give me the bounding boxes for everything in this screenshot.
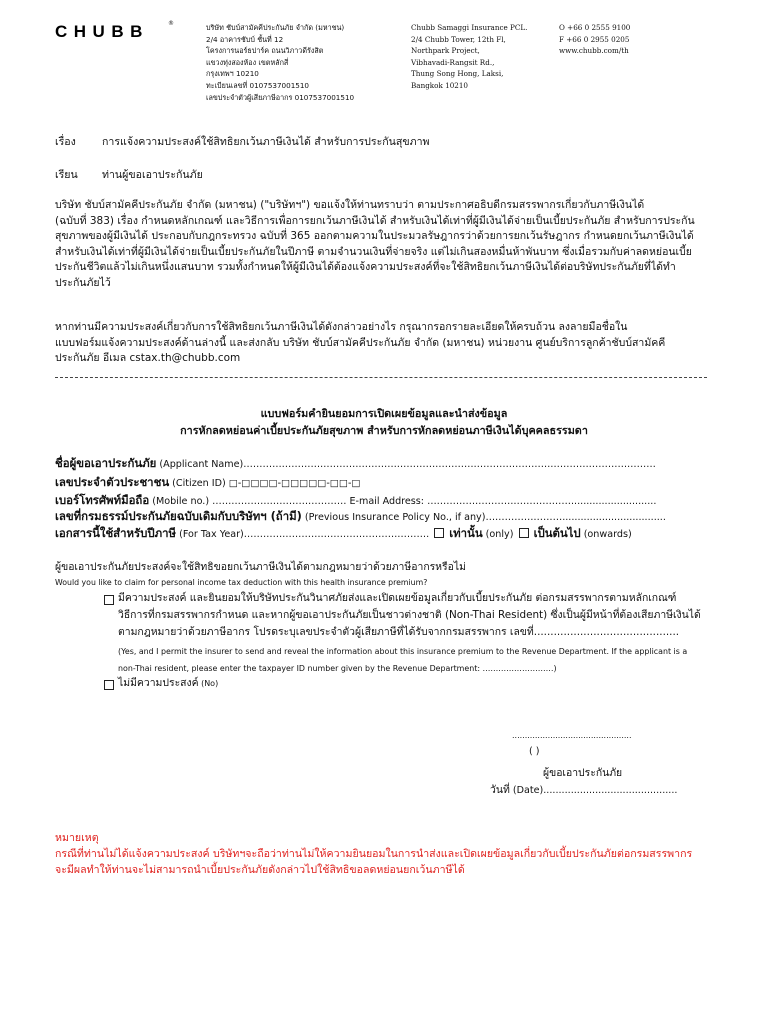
no-checkbox[interactable]	[104, 680, 114, 690]
date-label: วันที่	[490, 784, 510, 796]
fax-number: F +66 0 2955 0205	[559, 34, 630, 44]
citizen-id-label: เลขประจำตัวประชาชน	[55, 475, 170, 489]
only-label: เท่านั้น	[449, 526, 483, 540]
only-checkbox[interactable]	[434, 528, 444, 538]
tax-year-field[interactable]	[55, 525, 632, 543]
remark-line: จะมีผลทำให้ท่านจะไม่สามารถนำเบี้ยประกันภัยดังกล่าวไปใช้สิทธิขอลดหย่อนยกเว้นภาษีได้	[55, 864, 465, 876]
yes-option-line: วิธีการที่กรมสรรพากรกำหนด และหากผู้ขอเอาประกันภัยเป็นชาวต่างชาติ (Non-Thai Resident) ซึ่งเป็นผู้มีหน้าที่ต้องเสียภาษีเงินได้	[118, 609, 701, 621]
deduction-question-english: Would you like to claim for personal income tax deduction with this health insurance premium?	[55, 578, 428, 587]
remark-line: กรณีที่ท่านไม่ได้แจ้งความประสงค์ บริษัทฯจะถือว่าท่านไม่ให้ความยินยอมในการนำส่งและเปิดเผยข้อมูลเกี่ยวกับเบี้ยประกันภัยต่อกรมสรรพากร	[55, 848, 693, 860]
signature-caption: ผู้ขอเอาประกันภัย	[543, 767, 623, 779]
yes-option-line: มีความประสงค์ และยินยอมให้บริษัทประกันวินาศภัยส่งและเปิดเผยข้อมูลเกี่ยวกับเบี้ยประกันภัย ต่อกรมสรรพากรตามหลักเกณฑ์	[118, 592, 677, 604]
subject-text: การแจ้งความประสงค์ใช้สิทธิยกเว้นภาษีเงินได้ สำหรับการประกันสุขภาพ	[102, 136, 430, 148]
applicant-name-label: ชื่อผู้ขอเอาประกันภัย	[55, 456, 157, 470]
paragraph-line: บริษัท ชับบ์สามัคคีประกันภัย จำกัด (มหาชน) ("บริษัทฯ") ขอแจ้งให้ท่านทราบว่า ตามประกาศอธิบดีกรมสรรพากรเกี่ยวกับภาษีเงินได้	[55, 199, 645, 211]
citizen-id-boxes[interactable]: □-□□□□-□□□□□-□□-□	[228, 478, 361, 489]
paragraph-line: ประกันภัย อีเมล cstax.th@chubb.com	[55, 352, 241, 365]
signature-date-field[interactable]	[490, 781, 677, 798]
applicant-name-field[interactable]	[55, 455, 656, 473]
address-line: โครงการนอร์ธปาร์ค ถนนวิภาวดีรังสิต	[206, 46, 324, 56]
address-line: เลขประจำตัวผู้เสียภาษีอากร 0107537001510	[206, 92, 355, 102]
subject-label: เรื่อง	[55, 136, 76, 148]
paragraph-line: (ฉบับที่ 383) เรื่อง กำหนดหลักเกณฑ์ และวิธีการเพื่อการยกเว้นภาษีเงินได้ สำหรับเงินได้เท่าที่ผู้มีเงินได้จ่ายเป็นเบี้ยประกันภัย สำหรับการประกัน	[55, 214, 695, 227]
onwards-label-en: (onwards)	[580, 529, 632, 540]
address-line: Northpark Project,	[411, 46, 480, 56]
citizen-id-hint: (Citizen ID)	[169, 478, 229, 489]
address-line: Chubb Samaggi Insurance PCL.	[411, 23, 528, 32]
phone-number: O +66 0 2555 9100	[559, 23, 631, 32]
previous-policy-line: (Previous Insurance Policy No., if any)……………………..................................	[301, 512, 666, 523]
paragraph-line: สุขภาพของผู้มีเงินได้ ประกอบกับกฎกระทรวง ฉบับที่ 365 ออกตามความในประมวลรัษฎากรว่าด้วยการยกเว้นรัษฎากร กำหนดยกเว้นภาษีเงินได้	[55, 230, 694, 243]
address-line: 2/4 Chubb Tower, 12th Fl,	[411, 34, 506, 44]
address-line: แขวงทุ่งสองห้อง เขตหลักสี่	[206, 57, 289, 67]
form-title: แบบฟอร์มคำยินยอมการเปิดเผยข้อมูลและนำส่งข้อมูล	[260, 407, 508, 420]
yes-note-line: (Yes, and I permit the insurer to send and reveal the information about this insurance premium to the Revenue Department. If the applicant is a	[118, 647, 688, 656]
tax-year-line: (For Tax Year)………………………………………………….	[176, 529, 433, 540]
deduction-question: ผู้ขอเอาประกันภัยประสงค์จะใช้สิทธิขอยกเว้นภาษีเงินได้ตามกฎหมายว่าด้วยภาษีอากรหรือไม่	[55, 561, 466, 573]
no-option-text	[118, 675, 218, 692]
to-text: ท่านผู้ขอเอาประกันภัย	[102, 169, 203, 181]
instructions-paragraph	[55, 320, 715, 367]
previous-policy-field[interactable]	[55, 508, 666, 526]
company-contact	[559, 22, 630, 57]
only-label-en: (only)	[482, 529, 517, 540]
address-line: 2/4 อาคารชับบ์ ชั้นที่ 12	[206, 34, 284, 44]
mobile-email-line: (Mobile no.) …………………………………… E-mail Address: ………………………………………............................	[149, 496, 657, 507]
previous-policy-label: เลขที่กรมธรรม์ประกันภัยฉบับเดิมกับบริษัทฯ (ถ้ามี)	[55, 509, 302, 523]
yes-option-text	[118, 590, 701, 641]
form-subtitle: การหักลดหย่อนค่าเบี้ยประกันภัยสุขภาพ สำหรับการหักลดหย่อนภาษีเงินได้บุคคลธรรมดา	[180, 424, 588, 437]
website-link[interactable]: www.chubb.com/th	[559, 46, 629, 56]
address-line: กรุงเทพฯ 10210	[206, 69, 259, 79]
printed-name-parentheses[interactable]: ( )	[529, 746, 540, 757]
yes-checkbox[interactable]	[104, 595, 114, 605]
company-address-thai	[206, 22, 354, 103]
paragraph-line: ประกันชีวิตแล้วไม่เกินหนึ่งแสนบาท รวมทั้งกำหนดให้ผู้มีเงินได้ต้องแจ้งความประสงค์ที่จะใช้สิทธิยกเว้นภาษีเงินได้ต่อบริษัทประกันภัยที่ได้ทำ	[55, 261, 676, 274]
address-line: ทะเบียนเลขที่ 0107537001510	[206, 80, 309, 90]
remark-label: หมายเหตุ	[55, 832, 99, 844]
paragraph-line: หากท่านมีความประสงค์เกี่ยวกับการใช้สิทธิยกเว้นภาษีเงินได้ดังกล่าวอย่างไร กรุณากรอกรายละเอียดให้ครบถ้วน ลงลายมือชื่อใน	[55, 321, 628, 333]
no-option-label: ไม่มีความประสงค์	[118, 677, 199, 689]
address-line: Thung Song Hong, Laksi,	[411, 69, 504, 79]
registered-mark: ®	[168, 20, 174, 27]
intro-paragraph	[55, 198, 715, 292]
remark-section	[55, 830, 692, 878]
yes-option-english	[118, 643, 687, 677]
paragraph-line: แบบฟอร์มแจ้งความประสงค์ด้านล่างนี้ และส่งกลับ บริษัท ชับบ์สามัคคีประกันภัย จำกัด (มหาชน) หน่วยงาน ศูนย์บริการลูกค้าชับบ์สามัคคี	[55, 336, 666, 349]
paragraph-line: ประกันภัยไว้	[55, 276, 111, 289]
address-line: บริษัท ชับบ์สามัคคีประกันภัย จำกัด (มหาชน)	[206, 23, 345, 32]
signature-line[interactable]: ...............................................	[512, 731, 632, 740]
citizen-id-field[interactable]	[55, 474, 360, 492]
tax-year-label: เอกสารนี้ใช้สำหรับปีภาษี	[55, 526, 177, 540]
chubb-logo: CHUBB	[55, 22, 149, 41]
no-option-english: (No)	[198, 679, 219, 688]
to-label: เรียน	[55, 169, 78, 181]
yes-option-line: ตามกฎหมายว่าด้วยภาษีอากร โปรดระบุเลขประจำตัวผู้เสียภาษีที่ได้รับจากกรมสรรพากร เลขที่............................................	[118, 626, 680, 638]
onwards-checkbox[interactable]	[519, 528, 529, 538]
address-line: Vibhavadi-Rangsit Rd.,	[411, 57, 495, 67]
yes-note-line: non-Thai resident, please enter the taxpayer ID number given by the Revenue Department: ………………………)	[118, 664, 557, 673]
cut-line-divider	[55, 377, 707, 378]
date-line: (Date)............................................	[509, 785, 678, 796]
address-line: Bangkok 10210	[411, 80, 468, 90]
mobile-label: เบอร์โทรศัพท์มือถือ	[55, 493, 150, 507]
paragraph-line: สำหรับเงินได้เท่าที่ผู้มีเงินได้จ่ายเป็นเบี้ยประกันภัยในปีภาษี ตามจำนวนเงินที่จ่ายจริง แต่ไม่เกินสองหมื่นห้าพันบาท ซึ่งเมื่อรวมกับค่าลดหย่อนเบี้ย	[55, 245, 692, 258]
onwards-label: เป็นต้นไป	[533, 526, 581, 540]
applicant-name-line: (Applicant Name)…………………………………………………………………………………………………………………	[156, 459, 656, 470]
company-address-english	[411, 22, 527, 92]
